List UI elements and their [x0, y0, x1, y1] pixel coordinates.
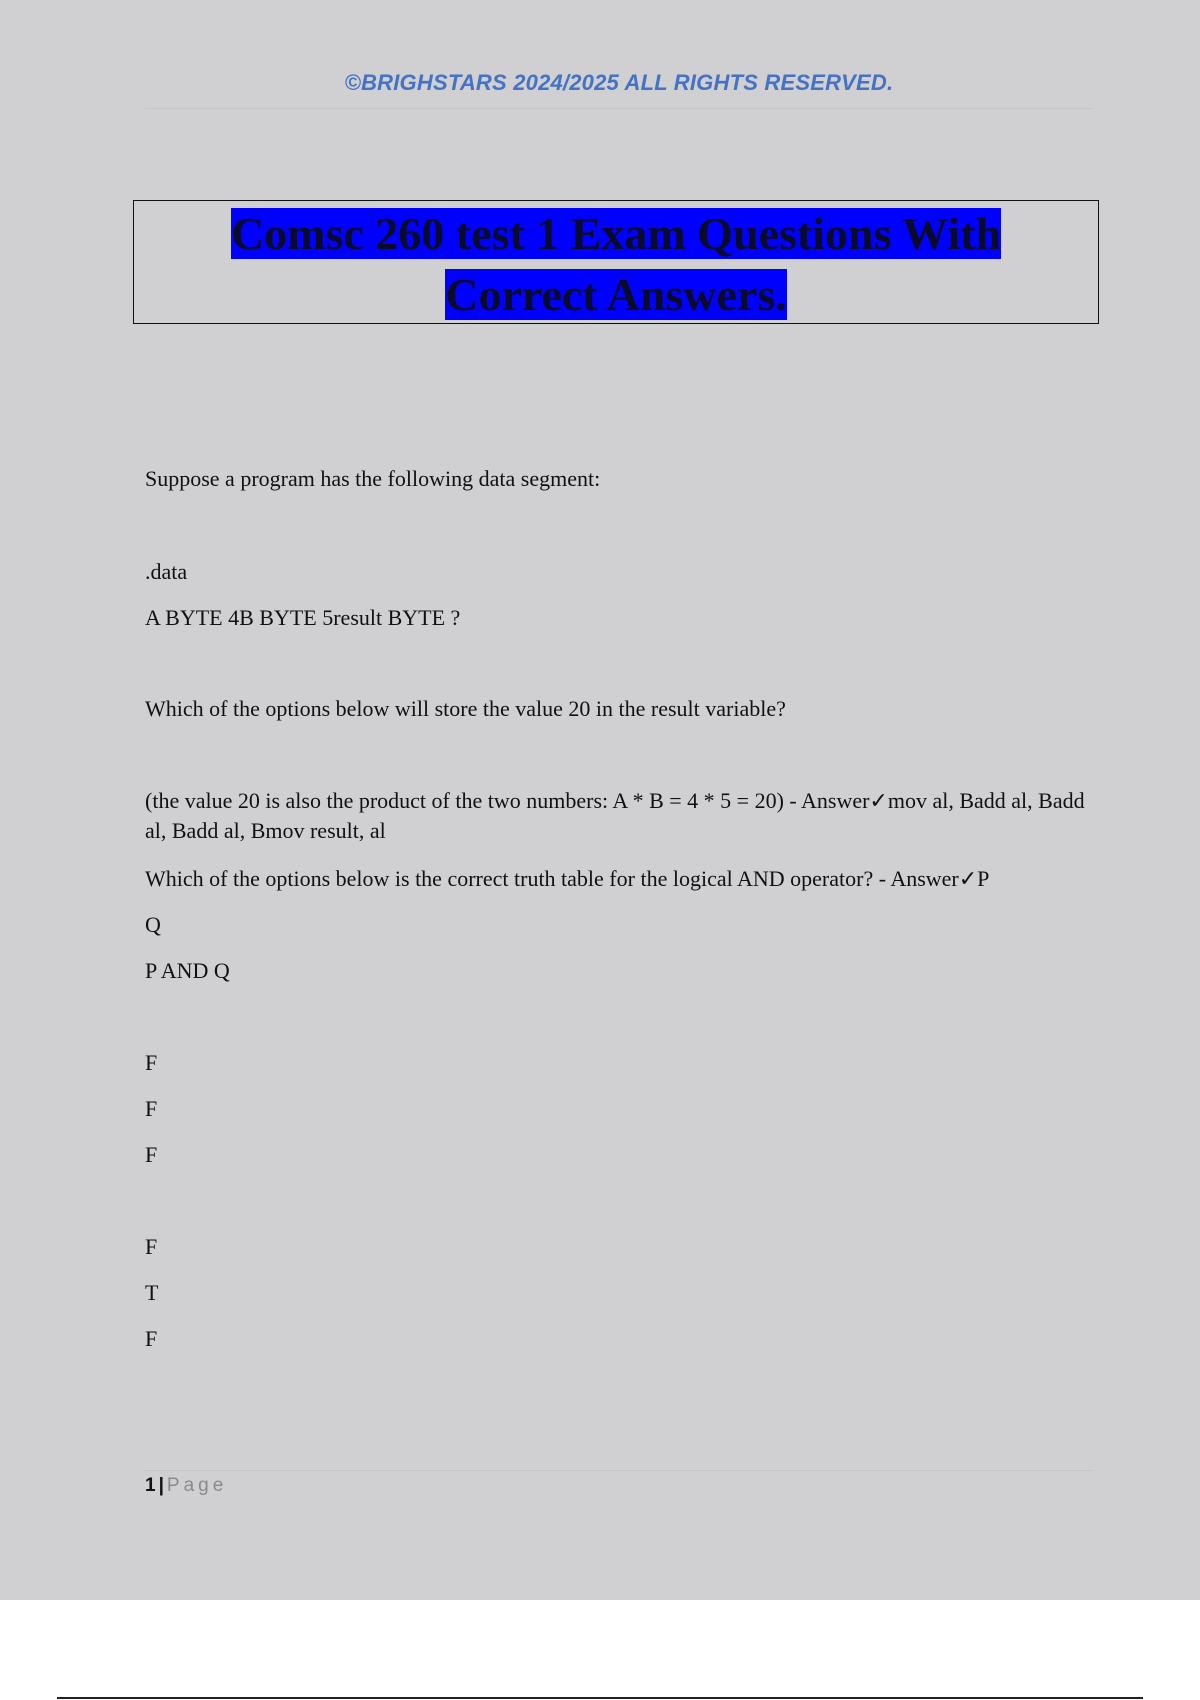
truth-table-value: F [145, 1050, 158, 1075]
intro-paragraph: Suppose a program has the following data segment: [145, 466, 601, 491]
truth-table-value: F [145, 1096, 158, 1121]
data-directive: .data [145, 559, 188, 584]
footer-separator: | [158, 1475, 164, 1496]
truth-table-q-label: Q [145, 912, 161, 937]
data-segment-line: A BYTE 4B BYTE 5result BYTE ? [145, 605, 461, 630]
header-divider [145, 108, 1093, 109]
question-2: Which of the options below is the correct truth table for the logical AND operator? - Answer✓P [145, 866, 990, 891]
copyright-header: ©BRIGHSTARS 2024/2025 ALL RIGHTS RESERVED. [344, 70, 894, 95]
page-word: Page [166, 1475, 228, 1496]
truth-table-value: F [145, 1234, 158, 1259]
bottom-divider [57, 1697, 1143, 1699]
truth-table-value: T [145, 1280, 159, 1305]
truth-table-value: F [145, 1326, 158, 1351]
document-body [145, 464, 1095, 1354]
answer-1: (the value 20 is also the product of the two numbers: A * B = 4 * 5 = 20) - Answer✓mov al, Badd al, Badd al, Badd al, Bmov result, al [145, 788, 1085, 843]
title-line-1: Comsc 260 test 1 Exam Questions With [230, 208, 1002, 259]
title-box [133, 200, 1099, 324]
title-line-2: Correct Answers. [445, 269, 787, 320]
page-number: 1 [145, 1475, 156, 1496]
document-title [231, 203, 1001, 325]
truth-table-p-and-q-label: P AND Q [145, 958, 230, 983]
truth-table-value: F [145, 1142, 158, 1167]
page-footer [145, 1474, 227, 1498]
question-1: Which of the options below will store the value 20 in the result variable? [145, 696, 786, 721]
footer-divider [145, 1470, 1093, 1471]
